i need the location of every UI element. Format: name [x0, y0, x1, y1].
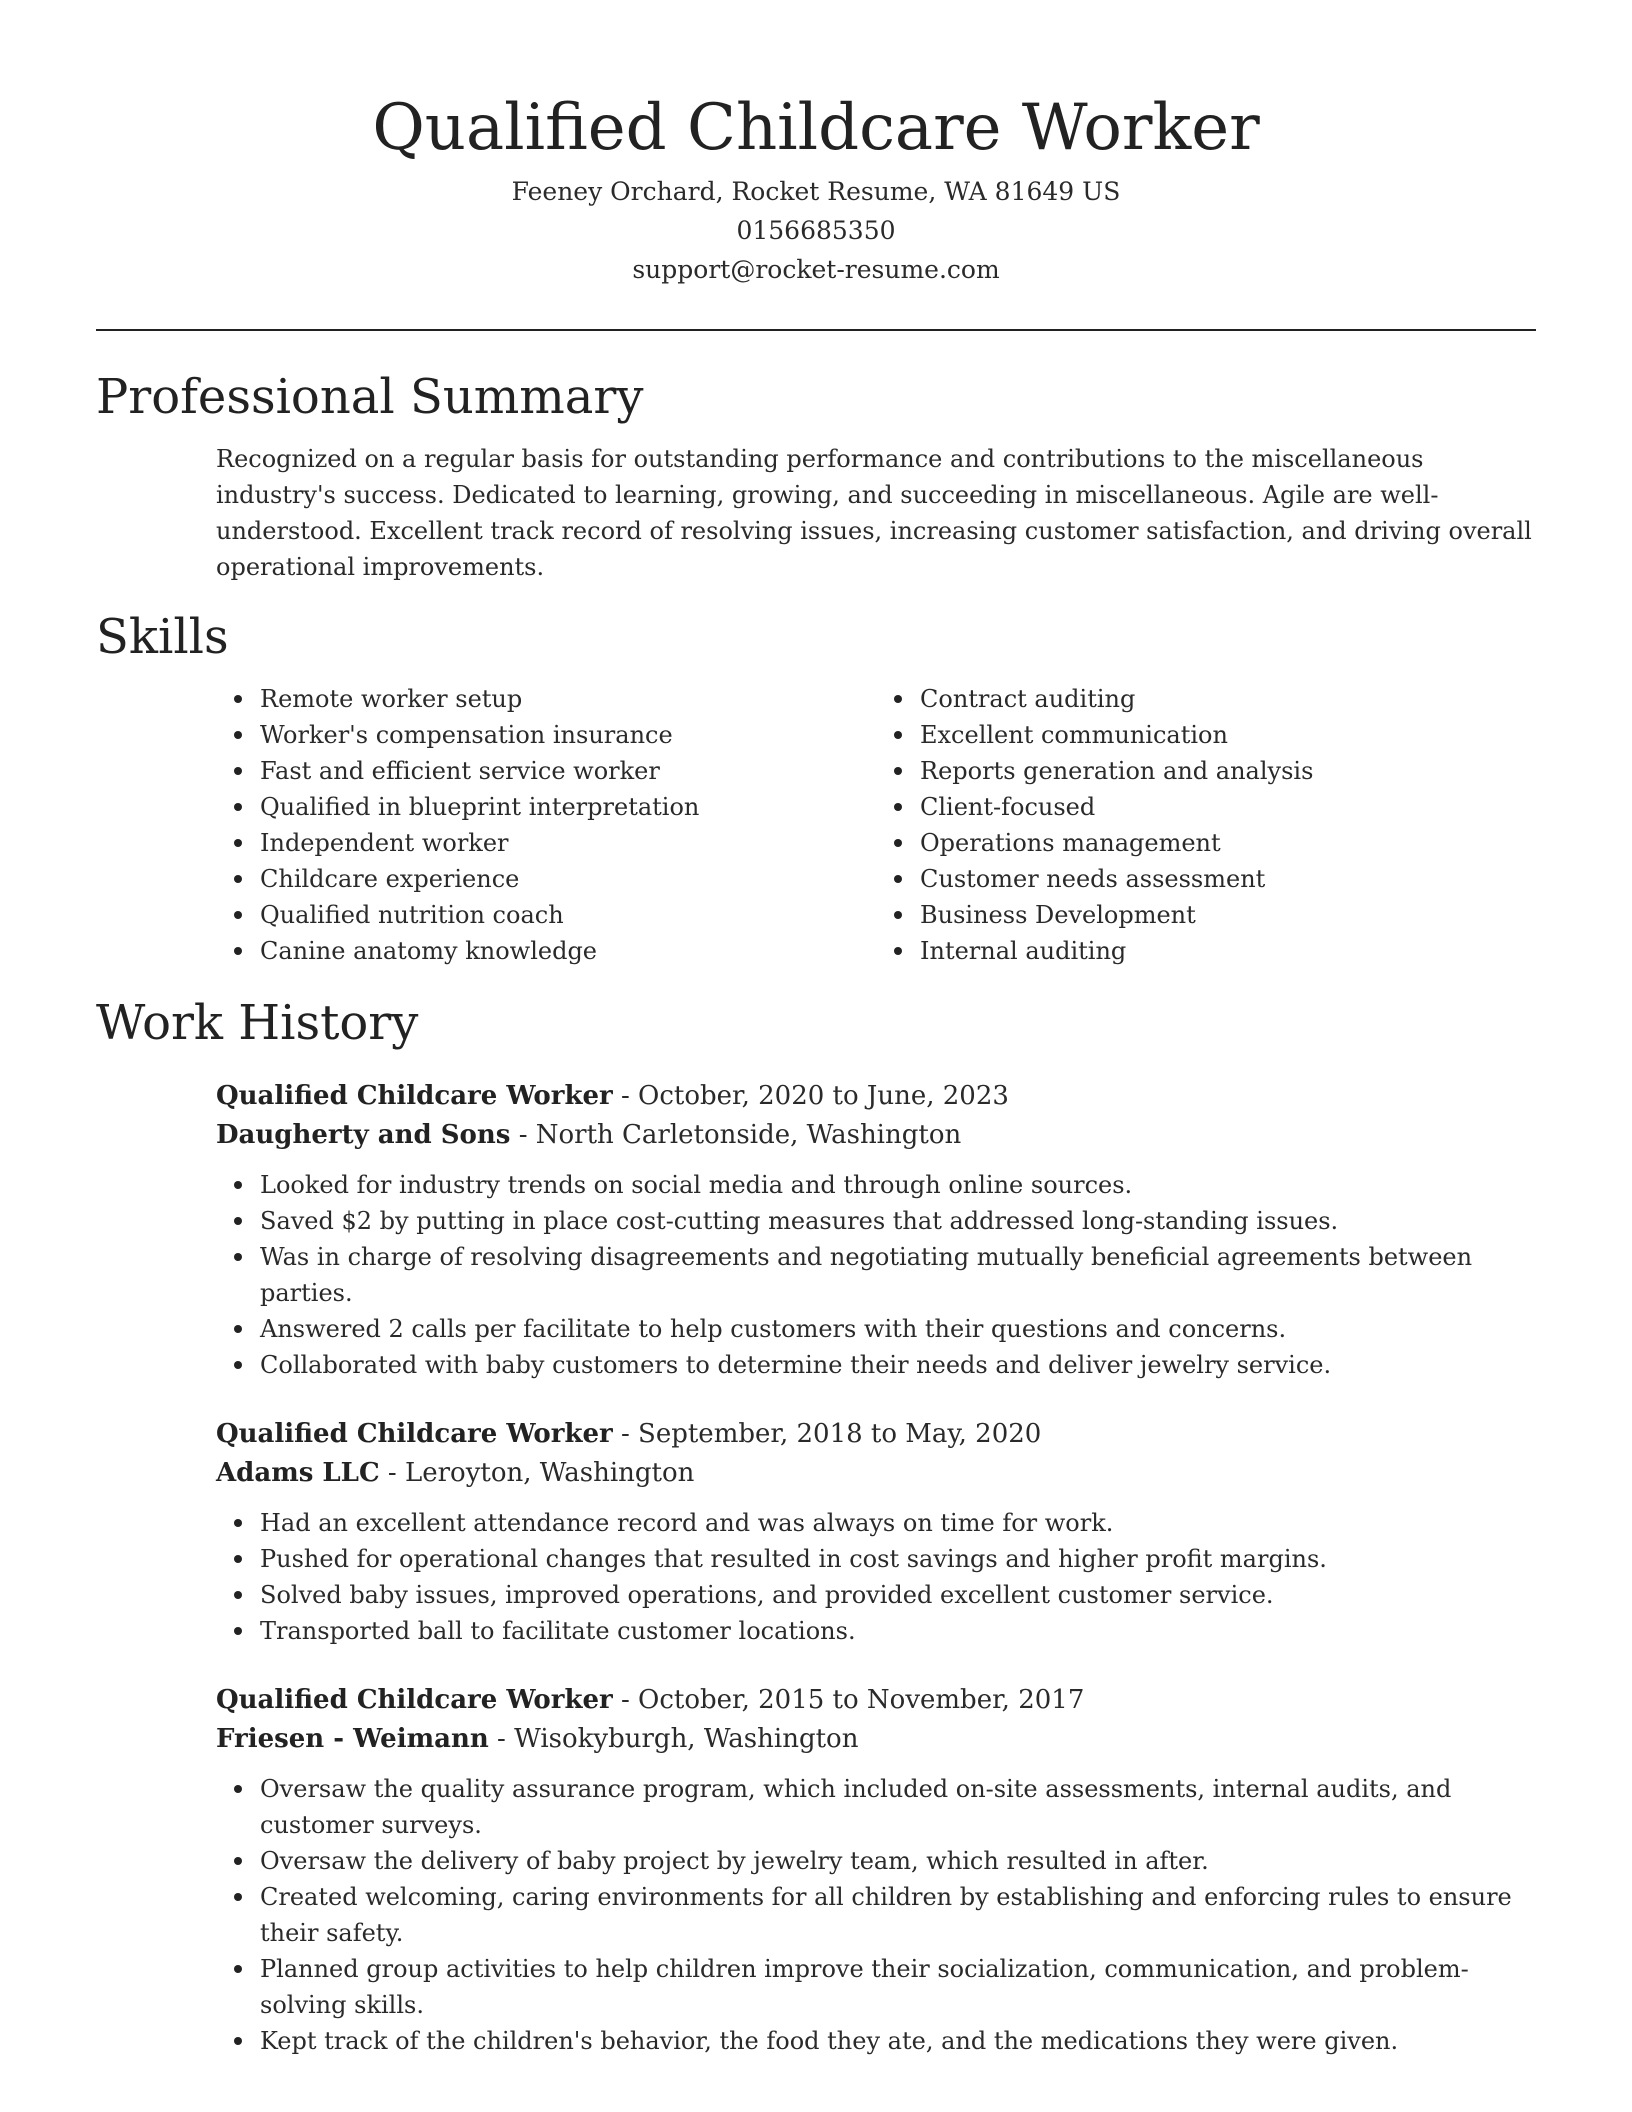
work-history-section [96, 993, 1536, 2059]
skill-item: Internal auditing [920, 933, 1536, 969]
skill-item: Qualified nutrition coach [260, 897, 876, 933]
skill-item: Client-focused [920, 789, 1536, 825]
skill-item: Fast and efficient service worker [260, 753, 876, 789]
skill-item: Worker's compensation insurance [260, 717, 876, 753]
contact-email: support@rocket-resume.com [632, 255, 1000, 284]
job-bullet: Answered 2 calls per facilitate to help customers with their questions and concerns. [260, 1311, 1536, 1347]
job-bullet: Was in charge of resolving disagreements and negotiating mutually beneficial agreements between parties. [260, 1239, 1536, 1311]
job-location: - Leroyton, Washington [379, 1458, 695, 1488]
header-divider [96, 329, 1536, 331]
summary-heading: Professional Summary [96, 369, 644, 425]
summary-text: Recognized on a regular basis for outstanding performance and contributions to the miscellaneous industry's success. Dedicated to learning, growing, and succeeding in miscellaneous. Agile are well-understood. Excellent track record of resolving issues, increasing customer satisfaction, and driving overall operational improvements. [216, 445, 1532, 581]
job-bullet: Looked for industry trends on social media and through online sources. [260, 1167, 1536, 1203]
job-title: Qualified Childcare Worker [216, 1081, 613, 1111]
job-bullet: Pushed for operational changes that resulted in cost savings and higher profit margins. [260, 1541, 1536, 1577]
skill-item: Contract auditing [920, 681, 1536, 717]
job-bullet: Oversaw the quality assurance program, which included on-site assessments, internal audits, and customer surveys. [260, 1771, 1536, 1843]
skill-item: Childcare experience [260, 861, 876, 897]
job-entry [216, 1415, 1536, 1649]
skills-columns [216, 681, 1536, 969]
job-entry [216, 1681, 1536, 2059]
job-bullet: Kept track of the children's behavior, the food they ate, and the medications they were given. [260, 2023, 1536, 2059]
job-bullet: Created welcoming, caring environments for all children by establishing and enforcing rules to ensure their safety. [260, 1879, 1536, 1951]
job-title-line [216, 1077, 1536, 1116]
contact-address: Feeney Orchard, Rocket Resume, WA 81649 US [511, 177, 1121, 206]
job-dates: - October, 2015 to November, 2017 [612, 1685, 1085, 1715]
job-dates: - October, 2020 to June, 2023 [612, 1081, 1009, 1111]
skill-item: Business Development [920, 897, 1536, 933]
skill-item: Customer needs assessment [920, 861, 1536, 897]
job-bullet: Saved $2 by putting in place cost-cutting measures that addressed long-standing issues. [260, 1203, 1536, 1239]
job-bullet: Planned group activities to help children improve their socialization, communication, and problem-solving skills. [260, 1951, 1536, 2023]
skill-item: Canine anatomy knowledge [260, 933, 876, 969]
summary-section [96, 367, 1536, 585]
job-title-line [216, 1415, 1536, 1454]
skill-item: Excellent communication [920, 717, 1536, 753]
work-history-heading: Work History [96, 995, 419, 1051]
job-company: Adams LLC [216, 1458, 380, 1488]
job-location: - North Carletonside, Washington [510, 1120, 962, 1150]
job-title: Qualified Childcare Worker [216, 1685, 613, 1715]
job-company-line [216, 1116, 1536, 1155]
skill-item: Qualified in blueprint interpretation [260, 789, 876, 825]
skills-right-column [876, 681, 1536, 969]
job-title-line [216, 1681, 1536, 1720]
resume-header [96, 0, 1536, 289]
job-location: - Wisokyburgh, Washington [488, 1724, 859, 1754]
job-company-line [216, 1454, 1536, 1493]
contact-phone: 0156685350 [736, 216, 896, 245]
job-bullet: Collaborated with baby customers to determine their needs and deliver jewelry service. [260, 1347, 1536, 1383]
job-title: Qualified Childcare Worker [216, 1419, 613, 1449]
job-dates: - September, 2018 to May, 2020 [612, 1419, 1042, 1449]
job-bullet: Oversaw the delivery of baby project by jewelry team, which resulted in after. [260, 1843, 1536, 1879]
job-bullets [216, 1771, 1536, 2059]
candidate-name: Qualified Childcare Worker [372, 91, 1260, 165]
skill-item: Operations management [920, 825, 1536, 861]
skills-left-column [216, 681, 876, 969]
skills-heading: Skills [96, 609, 229, 665]
job-company-line [216, 1720, 1536, 1759]
job-bullet: Transported ball to facilitate customer locations. [260, 1613, 1536, 1649]
job-company: Daugherty and Sons [216, 1120, 511, 1150]
skills-section [96, 607, 1536, 969]
job-bullets [216, 1167, 1536, 1383]
skill-item: Independent worker [260, 825, 876, 861]
job-bullets [216, 1505, 1536, 1649]
job-bullet: Had an excellent attendance record and was always on time for work. [260, 1505, 1536, 1541]
job-entry [216, 1077, 1536, 1383]
skill-item: Reports generation and analysis [920, 753, 1536, 789]
job-company: Friesen - Weimann [216, 1724, 489, 1754]
skill-item: Remote worker setup [260, 681, 876, 717]
job-bullet: Solved baby issues, improved operations, and provided excellent customer service. [260, 1577, 1536, 1613]
